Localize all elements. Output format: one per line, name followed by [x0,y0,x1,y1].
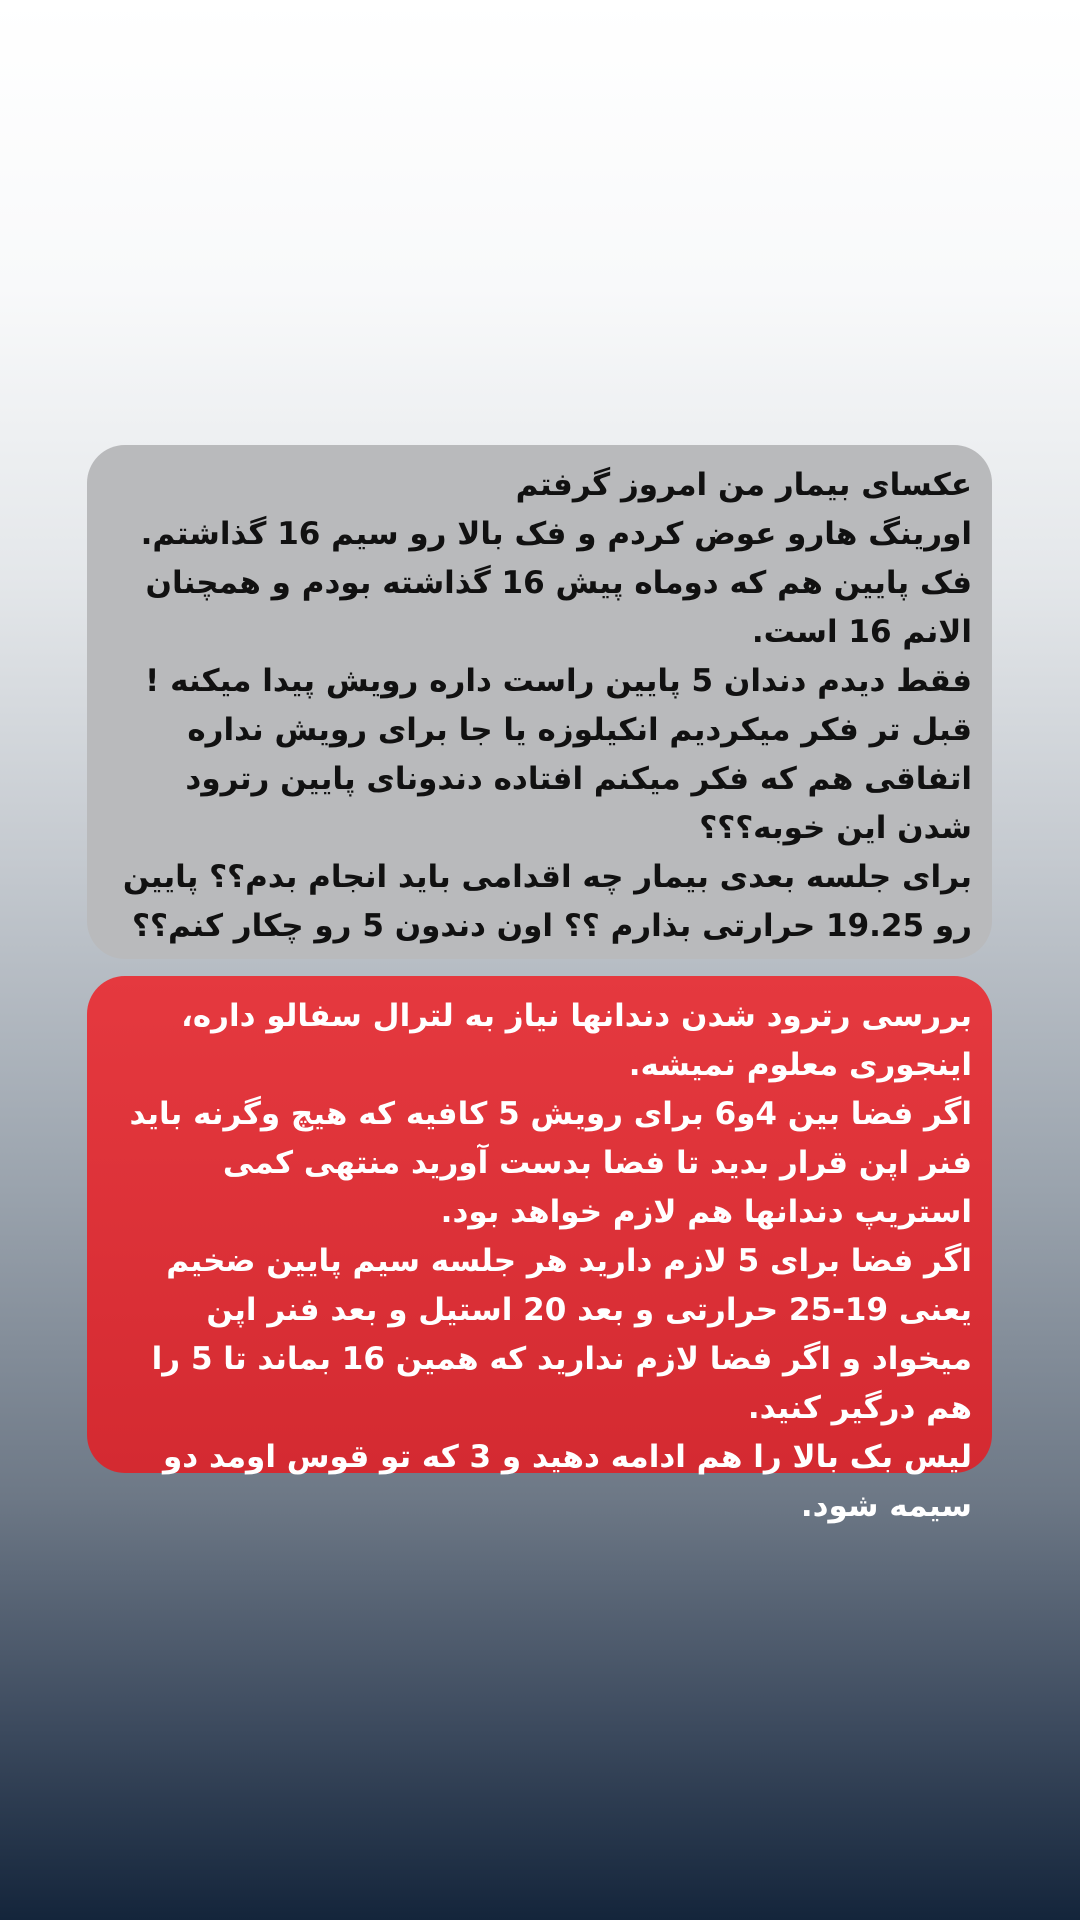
question-line: فقط دیدم دندان 5 پایین راست داره رویش پیدا میکنه ! قبل تر فکر میکردیم انکیلوزه یا جا برای رویش نداره [145,663,972,748]
question-line: برای جلسه بعدی بیمار چه اقدامی باید انجام بدم؟؟ پایین رو 19.25 حرارتی بذارم ؟؟ اون دندون 5 رو چکار کنم؟؟ [122,859,972,944]
answer-text-bubble [87,976,992,1524]
question-line: اتفاقی هم که فکر میکنم افتاده دندونای پایین رترود شدن این خوبه؟؟؟ [185,761,972,846]
answer-line: اگر فضا بین 4و6 برای رویش 5 کافیه که هیچ وگرنه باید فنر اپن قرار بدید تا فضا بدست آورید منتهی کمی استریپ دندانها هم لازم خواهد بود. [129,1096,972,1230]
answer-line: اگر فضا برای 5 لازم دارید هر جلسه سیم پایین ضخیم یعنی 19-25 حرارتی و بعد 20 استیل و بعد فنر اپن میخواد و اگر فضا لازم ندارید که همین 16 بماند تا 5 را هم درگیر کنید. [151,1243,972,1426]
answer-line: لیس بک بالا را هم ادامه دهید و 3 که تو قوس اومد دو سیمه شود. [162,1439,972,1524]
question-line: عکسای بیمار من امروز گرفتم [515,467,972,503]
answer-line: بررسی رترود شدن دندانها نیاز به لترال سفالو داره، اینجوری معلوم نمیشه. [181,998,972,1083]
question-line: اورینگ هارو عوض کردم و فک بالا رو سیم 16 گذاشتم. [140,516,972,552]
question-line: فک پایین هم که دوماه پیش 16 گذاشته بودم و همچنان الانم 16 است. [145,565,972,650]
question-text-bubble [87,445,992,959]
